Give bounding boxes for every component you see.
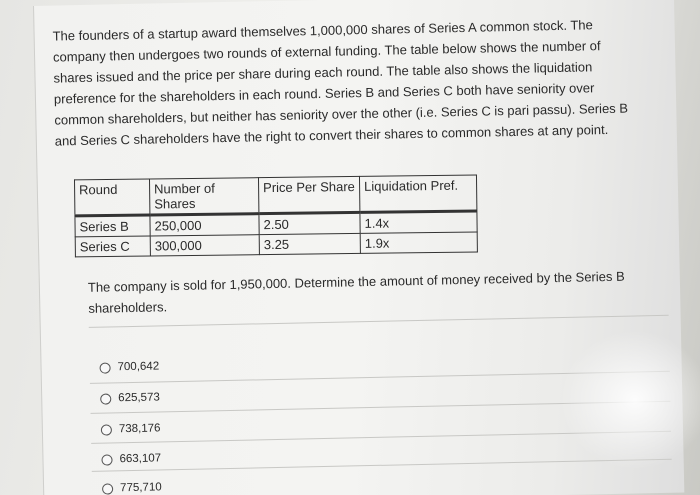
option-label: 663,107	[119, 452, 162, 466]
cell-liquidation: 1.4x	[360, 211, 477, 233]
question-page	[33, 0, 684, 495]
problem-statement	[52, 13, 655, 152]
question-text	[88, 265, 649, 319]
answer-option[interactable]	[100, 391, 160, 404]
cell-liquidation: 1.9x	[360, 232, 477, 253]
cell-round: Series B	[75, 215, 150, 237]
option-label: 738,176	[118, 422, 161, 436]
table-row	[75, 232, 477, 257]
divider	[90, 371, 670, 384]
cell-price: 2.50	[259, 212, 360, 234]
radio-button-icon[interactable]	[101, 424, 112, 435]
table-header-row	[74, 175, 476, 216]
header-price: Price Per Share	[258, 176, 359, 213]
answer-option[interactable]	[101, 422, 161, 435]
divider	[91, 401, 671, 414]
divider	[92, 459, 672, 472]
cell-price: 3.25	[259, 233, 360, 254]
intro-line: company then undergoes two rounds of external funding. The table below shows the number of	[52, 38, 601, 65]
option-label: 625,573	[118, 391, 160, 405]
answer-option[interactable]	[101, 452, 161, 465]
answer-option[interactable]	[99, 360, 159, 373]
radio-button-icon[interactable]	[101, 454, 112, 465]
funding-table	[74, 174, 478, 257]
radio-button-icon[interactable]	[99, 362, 110, 373]
header-round: Round	[74, 179, 149, 216]
intro-line: and Series C shareholders have the right to convert their shares to common shares at any point.	[54, 121, 609, 149]
question-line: The company is sold for 1,950,000. Determine the amount of money received by the Series B	[87, 268, 625, 295]
intro-line: common shareholders, but neither has seniority over the other (i.e. Series C is pari passu). Series B	[54, 100, 629, 128]
divider	[91, 431, 671, 444]
option-label: 700,642	[117, 360, 160, 374]
cell-shares: 300,000	[150, 235, 259, 256]
intro-line: The founders of a startup award themselves 1,000,000 shares of Series A common stock. The	[52, 17, 593, 44]
header-shares-line2: Shares	[154, 195, 196, 212]
intro-line: shares issued and the price per share during each round. The table also shows the liquidation	[53, 59, 593, 86]
header-shares	[149, 178, 258, 215]
answer-option[interactable]	[102, 481, 162, 494]
question-line: shareholders.	[88, 299, 168, 316]
header-liquidation: Liquidation Pref.	[359, 175, 476, 212]
radio-button-icon[interactable]	[100, 393, 111, 404]
header-shares-line1: Number of	[154, 180, 215, 197]
intro-line: preference for the shareholders in each round. Series B and Series C both have seniority over	[53, 80, 595, 107]
option-label: 775,710	[119, 481, 162, 495]
cell-round: Series C	[75, 236, 150, 257]
radio-button-icon[interactable]	[102, 483, 113, 494]
cell-shares: 250,000	[150, 214, 259, 236]
